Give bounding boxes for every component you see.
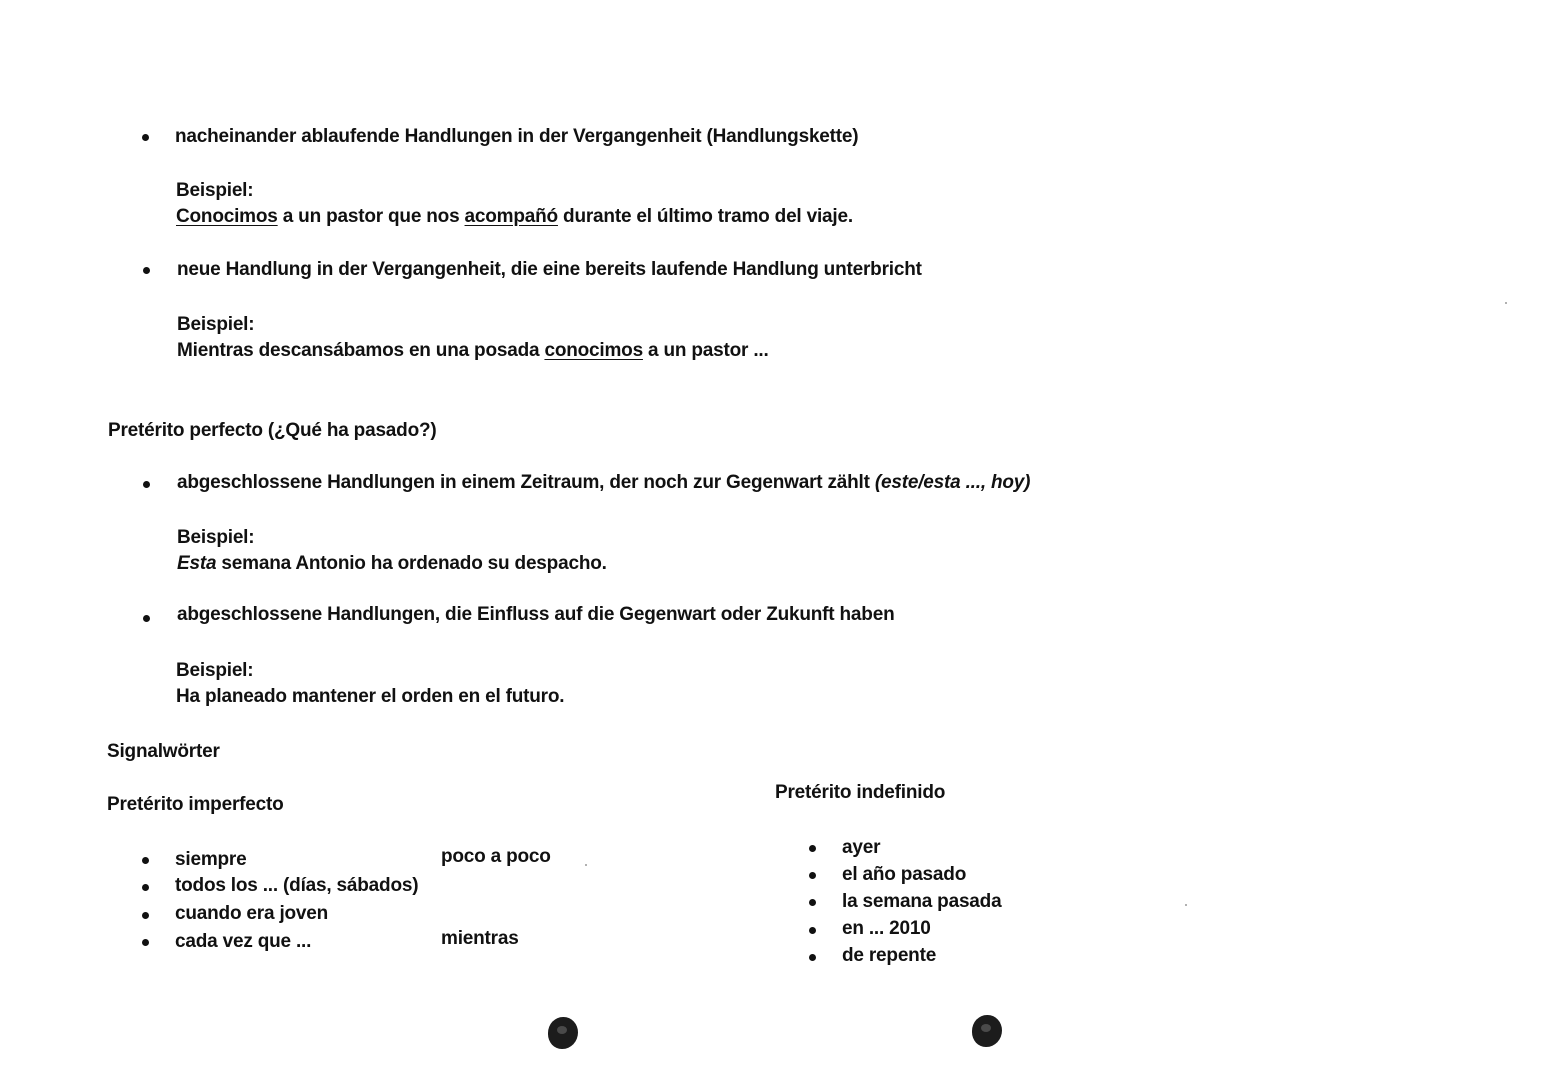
example-text: durante el último tramo del viaje.: [557, 206, 853, 227]
bullet-icon: [142, 884, 149, 891]
rule-zeitraum: [177, 473, 1030, 492]
bullet-icon: [142, 939, 149, 946]
signal-word: siempre: [175, 849, 247, 870]
bullet-icon: [809, 845, 816, 852]
signal-word: cada vez que ...: [175, 931, 312, 952]
example-verb: acompañó: [464, 206, 558, 227]
example-verb: conocimos: [544, 340, 643, 361]
example-sentence: [176, 207, 853, 226]
bullet-icon: [143, 481, 150, 488]
section-heading-signalwoerter: Signalwörter: [107, 741, 220, 762]
example-label: Beispiel:: [177, 527, 255, 548]
section-heading-perfecto: Pretérito perfecto (¿Qué ha pasado?): [108, 420, 437, 441]
signal-word: todos los ... (días, sábados): [175, 875, 419, 896]
example-text: semana Antonio ha ordenado su despacho.: [216, 553, 607, 574]
example-sentence: [177, 341, 769, 360]
speck-icon: [585, 864, 587, 866]
example-emphasis: Esta: [177, 553, 217, 574]
speck-icon: [1185, 904, 1187, 906]
bullet-icon: [143, 267, 150, 274]
example-label: Beispiel:: [177, 314, 255, 335]
rule-unterbrechung: neue Handlung in der Vergangenheit, die eine bereits laufende Handlung unterbricht: [177, 259, 922, 280]
example-text: Mientras descansábamos en una posada: [177, 340, 545, 361]
punch-hole-icon: [972, 1015, 1002, 1047]
rule-text: abgeschlossene Handlungen in einem Zeitraum, der noch zur Gegenwart zählt: [177, 472, 875, 493]
bullet-icon: [143, 615, 150, 622]
rule-handlungskette: nacheinander ablaufende Handlungen in der Vergangenheit (Handlungskette): [175, 126, 859, 147]
bullet-icon: [809, 927, 816, 934]
bullet-icon: [142, 134, 149, 141]
signal-word: la semana pasada: [842, 891, 1002, 912]
example-sentence: [177, 554, 607, 573]
bullet-icon: [809, 899, 816, 906]
example-verb: Conocimos: [176, 206, 278, 227]
example-label: Beispiel:: [176, 660, 254, 681]
example-text: a un pastor ...: [642, 340, 769, 361]
heading-imperfecto: Pretérito imperfecto: [107, 794, 284, 815]
bullet-icon: [142, 912, 149, 919]
bullet-icon: [809, 954, 816, 961]
bullet-icon: [809, 872, 816, 879]
signal-word: de repente: [842, 945, 937, 966]
example-label: Beispiel:: [176, 180, 254, 201]
signal-word: cuando era joven: [175, 903, 329, 924]
speck-icon: [1505, 302, 1507, 304]
signal-word: en ... 2010: [842, 918, 931, 939]
example-sentence: Ha planeado mantener el orden en el futuro.: [176, 686, 565, 707]
signal-word-extra: poco a poco: [441, 846, 551, 867]
signal-word: ayer: [842, 837, 881, 858]
signal-word: el año pasado: [842, 864, 967, 885]
rule-einfluss: abgeschlossene Handlungen, die Einfluss auf die Gegenwart oder Zukunft haben: [177, 604, 895, 625]
rule-hint: (este/esta ..., hoy): [874, 472, 1031, 493]
heading-indefinido: Pretérito indefinido: [775, 782, 946, 803]
signal-word-extra: mientras: [441, 928, 519, 949]
bullet-icon: [142, 857, 149, 864]
punch-hole-icon: [548, 1017, 578, 1049]
example-text: a un pastor que nos: [277, 206, 465, 227]
